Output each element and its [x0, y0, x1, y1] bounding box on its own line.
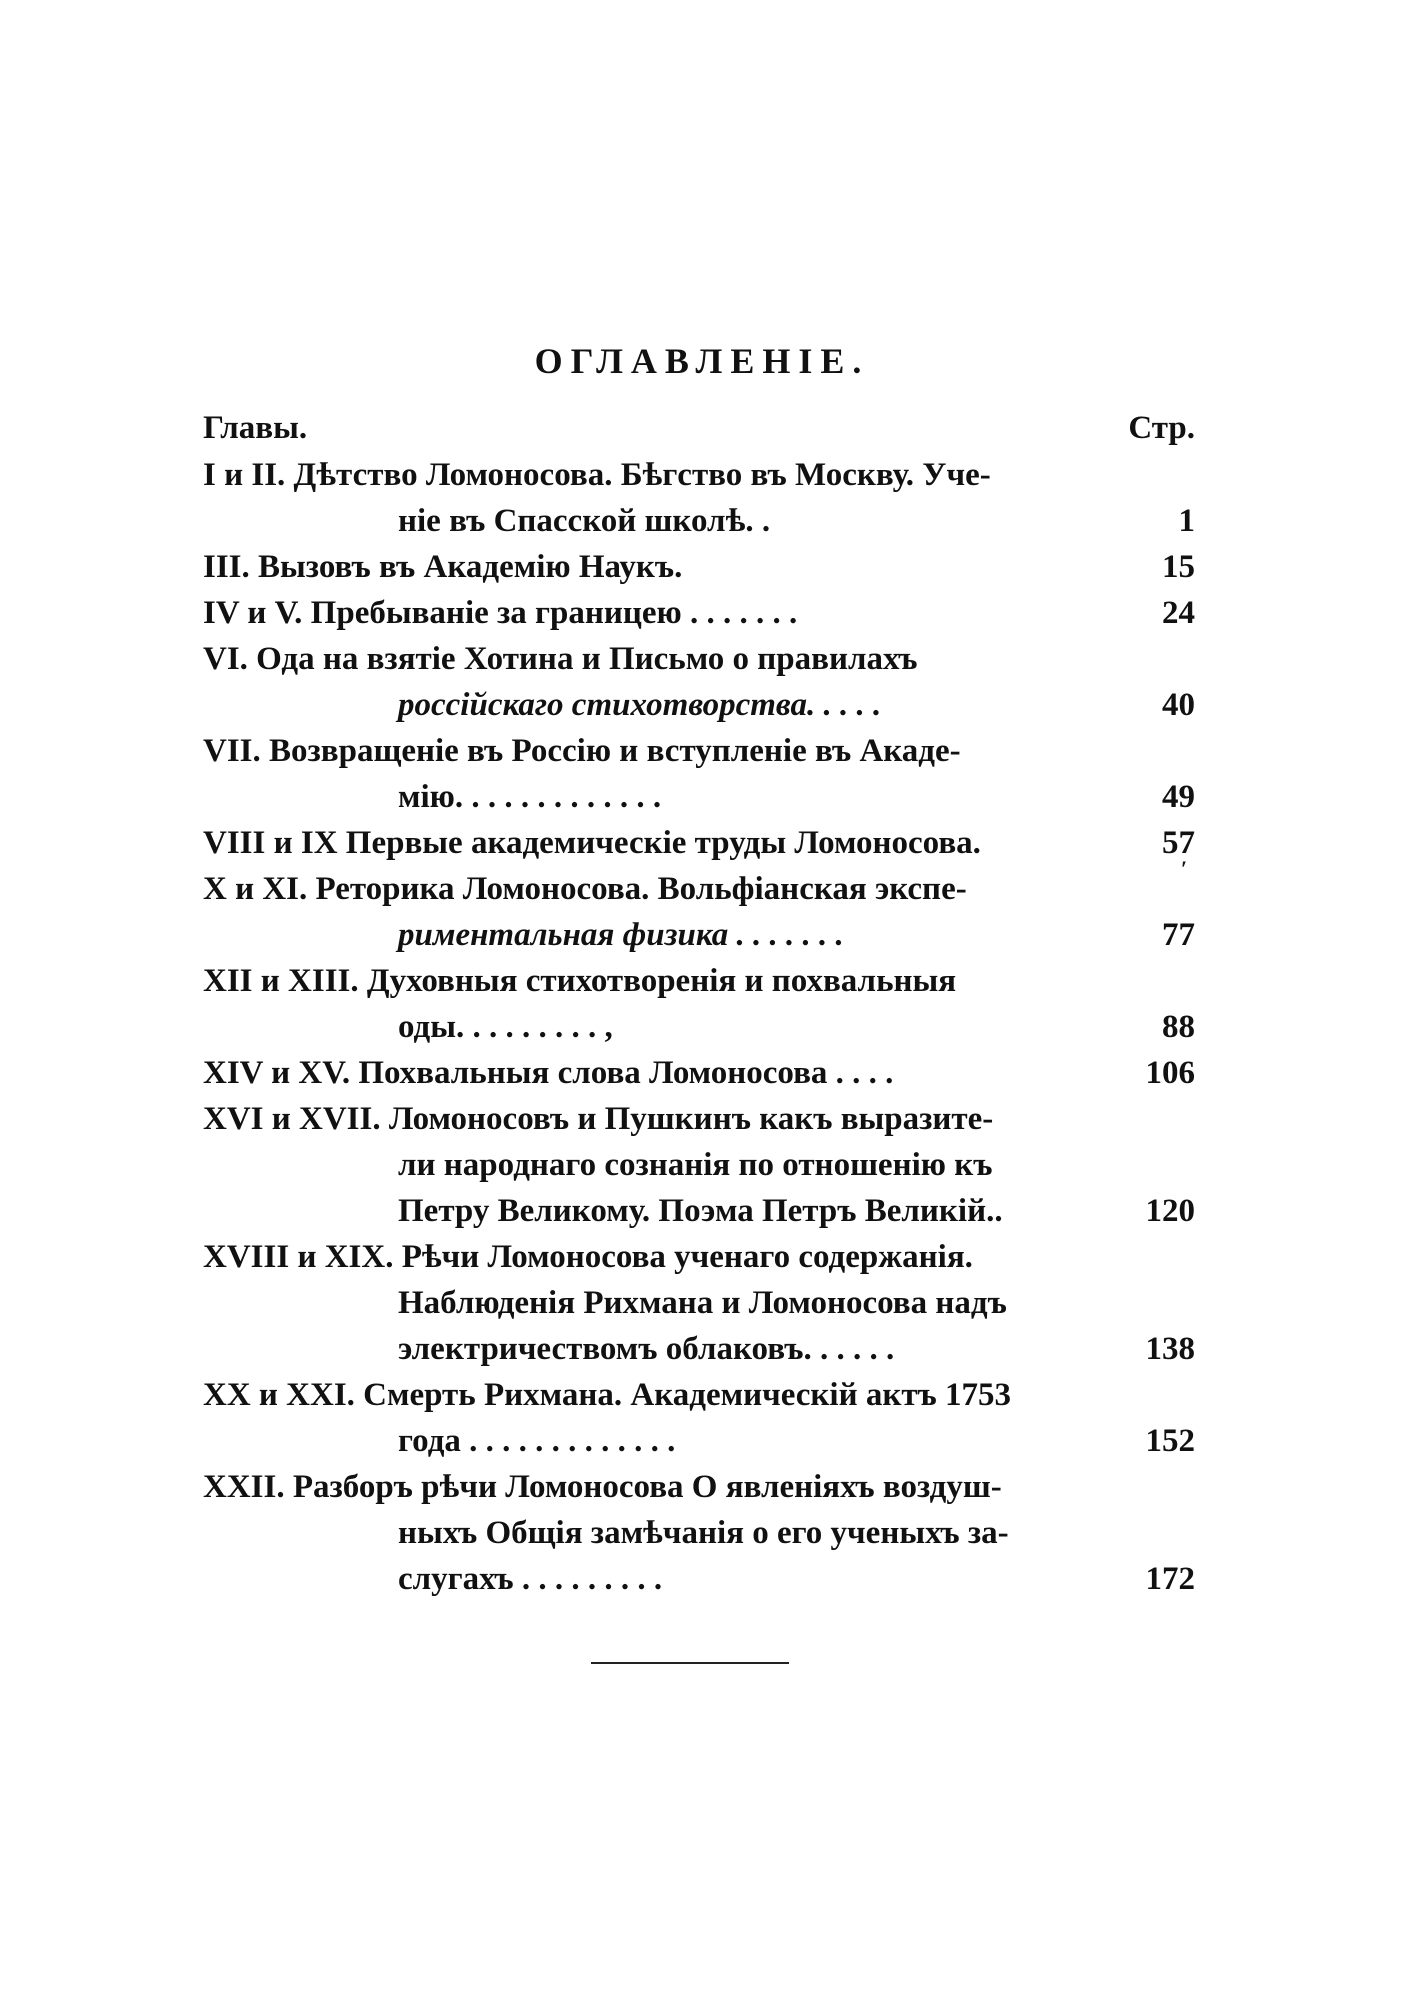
toc-line: XVIII и XIX. Рѣчи Ломоносова ученаго содержанія. — [203, 1239, 973, 1275]
toc-page-number: 106 — [1145, 1055, 1195, 1091]
toc-page-number: 1 — [1178, 503, 1195, 539]
toc-page-number: 24 — [1162, 595, 1195, 631]
toc-page-number: 77 — [1162, 917, 1195, 953]
toc-line: оды. . . . . . . . . , — [398, 1009, 613, 1045]
toc-line: ныхъ Общія замѣчанія о его ученыхъ за- — [398, 1515, 1009, 1551]
toc-page-number: 172 — [1145, 1561, 1195, 1597]
toc-line: III. Вызовъ въ Академію Наукъ. — [203, 549, 683, 585]
toc-line: IV и V. Пребываніе за границею . . . . . . . — [203, 595, 798, 631]
toc-page-number: 15 — [1162, 549, 1195, 585]
page-column-header: Стр. — [1128, 410, 1195, 446]
toc-page-number: 57 — [1162, 825, 1195, 861]
toc-line: VIII и IX Первые академическіе труды Ломоносова. — [203, 825, 981, 861]
toc-line: XIV и XV. Похвальныя слова Ломоносова . . . . — [203, 1055, 894, 1091]
toc-line: XVI и XVII. Ломоносовъ и Пушкинъ какъ выразите- — [203, 1101, 994, 1137]
toc-line: риментальная физика . . . . . . . — [398, 917, 844, 953]
toc-line: VII. Возвращеніе въ Россію и вступленіе въ Акаде- — [203, 733, 961, 769]
toc-line: россійскаго стихотворства. . . . . — [398, 687, 882, 723]
toc-line: XXII. Разборъ рѣчи Ломоносова О явленіяхъ воздуш- — [203, 1469, 1002, 1505]
toc-line: года . . . . . . . . . . . . . — [398, 1423, 676, 1459]
toc-page-number: 49 — [1162, 779, 1195, 815]
toc-line: XII и XIII. Духовныя стихотворенія и похвальныя — [203, 963, 957, 999]
toc-page-number: 152 — [1145, 1423, 1195, 1459]
toc-line: мію. . . . . . . . . . . . . — [398, 779, 662, 815]
toc-line: I и II. Дѣтство Ломоносова. Бѣгство въ Москву. Уче- — [203, 457, 991, 493]
toc-line: Наблюденія Рихмана и Ломоносова надъ — [398, 1285, 1007, 1321]
toc-page-number: 40 — [1162, 687, 1195, 723]
stray-mark: ′ — [1181, 856, 1188, 881]
toc-page-number: 120 — [1145, 1193, 1195, 1229]
toc-page-number: 138 — [1145, 1331, 1195, 1367]
toc-line: X и XI. Реторика Ломоносова. Вольфіанская экспе- — [203, 871, 967, 907]
page-title: ОГЛАВЛЕНІЕ. — [534, 341, 870, 381]
toc-line: ли народнаго сознанія по отношенію къ — [398, 1147, 993, 1183]
closing-rule — [591, 1662, 789, 1664]
toc-line: VI. Ода на взятіе Хотина и Письмо о правилахъ — [203, 641, 918, 677]
toc-line: XX и XXI. Смерть Рихмана. Академическій актъ 1753 — [203, 1377, 1012, 1413]
toc-line: слугахъ . . . . . . . . . — [398, 1561, 663, 1597]
toc-line: ніе въ Спасской школѣ. . — [398, 503, 771, 539]
toc-page-number: 88 — [1162, 1009, 1195, 1045]
toc-line: электричествомъ облаковъ. . . . . . — [398, 1331, 895, 1367]
toc-line: Петру Великому. Поэма Петръ Великій.. — [398, 1193, 1003, 1229]
chapters-column-header: Главы. — [203, 410, 308, 446]
